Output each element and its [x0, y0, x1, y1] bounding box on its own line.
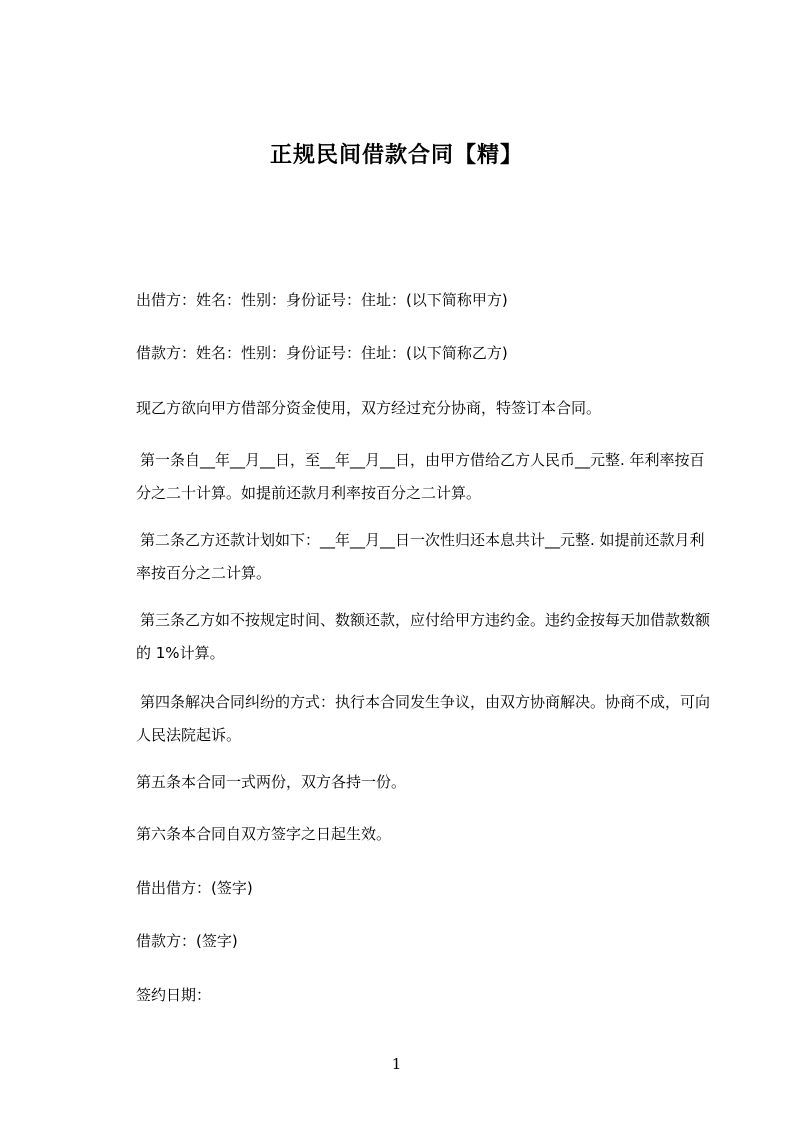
intro-paragraph: 现乙方欲向甲方借部分资金使用，双方经过充分协商，特签订本合同。 [136, 399, 602, 417]
signing-date-line: 签约日期： [136, 986, 212, 1004]
article-6-paragraph: 第六条本合同自双方签字之日起生效。 [136, 825, 392, 843]
borrower-info-line: 借款方：姓名：性别：身份证号：住址：(以下简称乙方) [136, 344, 508, 362]
article-2-paragraph: 第二条乙方还款计划如下：__年__月__日一次性归还本息共计__元整. 如提前还款月利率按百分之二计算。 [136, 531, 705, 582]
document-title: 正规民间借款合同【精】 [269, 143, 523, 168]
article-3-paragraph: 第三条乙方如不按规定时间、数额还款，应付给甲方违约金。违约金按每天加借款数额的 1%计算。 [136, 611, 711, 662]
lender-signature-line: 借出借方：(签字) [136, 879, 253, 897]
article-4-paragraph: 第四条解决合同纠纷的方式：执行本合同发生争议，由双方协商解决。协商不成，可向人民法院起诉。 [136, 693, 711, 744]
article-1-paragraph: 第一条自__年__月__日，至__年__月__日，由甲方借给乙方人民币__元整. 年利率按百分之二十计算。如提前还款月利率按百分之二计算。 [136, 451, 705, 502]
borrower-signature-line: 借款方：(签字) [136, 932, 238, 950]
page-number: 1 [391, 1055, 402, 1073]
article-5-paragraph: 第五条本合同一式两份，双方各持一份。 [136, 773, 407, 791]
lender-info-line: 出借方：姓名：性别：身份证号：住址：(以下简称甲方) [136, 291, 508, 309]
